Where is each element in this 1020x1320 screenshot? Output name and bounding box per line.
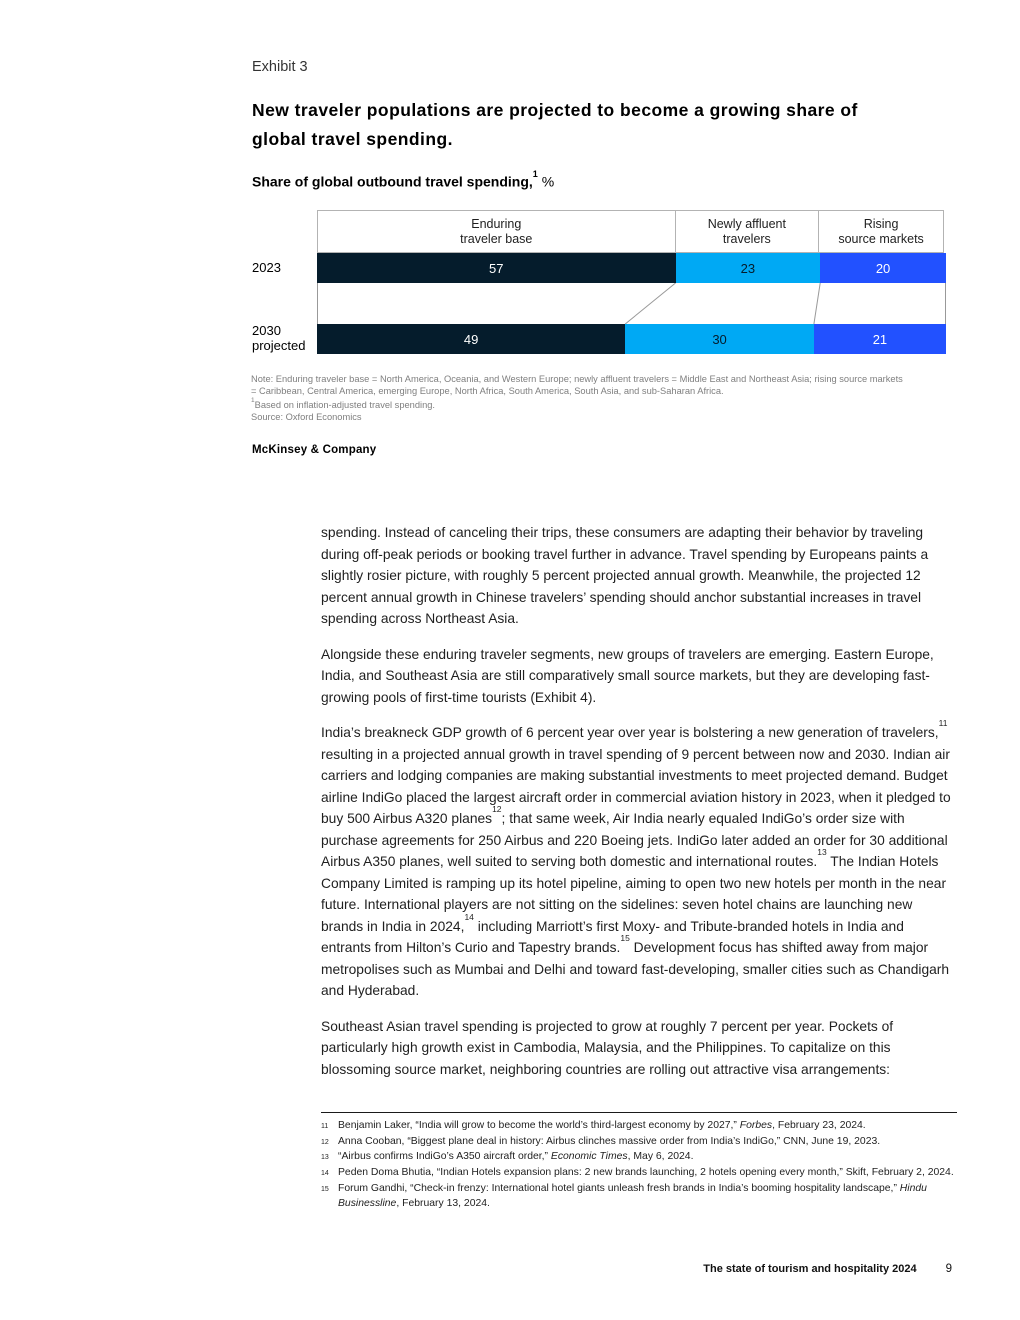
footnote-marker: 11 bbox=[938, 718, 948, 729]
chart-header-row bbox=[317, 210, 946, 253]
column-header-3: Rising source markets bbox=[818, 210, 944, 253]
footnote bbox=[321, 1135, 957, 1151]
brand-logotype: McKinsey & Company bbox=[252, 444, 377, 456]
bar-segment: 49 bbox=[317, 324, 625, 354]
bar-segment: 57 bbox=[317, 253, 676, 283]
paragraph: Southeast Asian travel spending is projected to grow at roughly 7 percent per year. Pockets of particularly high growth exist in Cambodia, Malaysia, and the Philippines. To capitalize on this blossoming source market, neighboring countries are rolling out attractive visa arrangements: bbox=[321, 1018, 894, 1077]
footnote-marker: 13 bbox=[817, 847, 827, 858]
page-footer bbox=[703, 1263, 952, 1275]
chart-subtitle bbox=[252, 169, 555, 190]
chart-subtitle-footnote-marker: 1 bbox=[532, 169, 538, 179]
footnote-marker: 12 bbox=[492, 804, 502, 815]
connector-lines bbox=[317, 283, 946, 324]
connector-area bbox=[317, 283, 946, 324]
exhibit-title: New traveler populations are projected to become a growing share of global travel spending. bbox=[252, 100, 858, 149]
footer-report-title: The state of tourism and hospitality 2024 bbox=[703, 1263, 917, 1275]
bar-segment: 30 bbox=[625, 324, 814, 354]
chart-subtitle-text: Share of global outbound travel spending, bbox=[252, 173, 533, 190]
footnotes-section bbox=[321, 1112, 957, 1211]
chart-note: Note: Enduring traveler base = North America, Oceania, and Western Europe; newly affluent travelers = Middle East and Northeast Asia; rising source markets = Caribbean, Central America, emerging Europe, North Africa, South America, South Asia, and sub-Saharan Africa. bbox=[251, 374, 903, 396]
chart-source: Source: Oxford Economics bbox=[251, 411, 362, 422]
chart-note-footnote-marker: 1 bbox=[251, 397, 255, 405]
column-header-2: Newly affluent travelers bbox=[675, 210, 820, 253]
footnote-divider bbox=[321, 1112, 957, 1113]
footnote-list bbox=[321, 1119, 957, 1211]
bar-segment: 23 bbox=[676, 253, 821, 283]
row-label-2023: 2023 bbox=[252, 260, 281, 275]
footnote-text: “Airbus confirms IndiGo’s A350 aircraft order,” Economic Times, May 6, 2024. bbox=[338, 1151, 694, 1163]
footnote-marker: 15 bbox=[620, 933, 630, 944]
footer-page-number: 9 bbox=[945, 1263, 952, 1275]
bar-row-2023 bbox=[317, 253, 946, 283]
footnote-number: 13 bbox=[321, 1154, 329, 1162]
footnote-number: 12 bbox=[321, 1138, 329, 1146]
chart-note-block bbox=[251, 374, 903, 423]
paragraph: spending. Instead of canceling their trips, these consumers are adapting their behavior by traveling during off-peak periods or booking travel further in advance. Travel spending by Europeans paints a slightly rosier picture, with roughly 5 percent projected annual growth. Meanwhile, the projected 12 percent annual growth in Chinese travelers’ spending should anchor substantial increases in travel spending across Northeast Asia. bbox=[321, 525, 929, 626]
bar-segment: 21 bbox=[814, 324, 946, 354]
chart-note-footnote-text: Based on inflation-adjusted travel spending. bbox=[254, 400, 436, 411]
body-text bbox=[321, 522, 957, 1094]
footnote bbox=[321, 1119, 957, 1135]
paragraph: India’s breakneck GDP growth of 6 percent year over year is bolstering a new generation of travelers,$^{11}$ resulting in a projected annual growth in travel spending of 9 percent between now and 2030. Indian air carriers and lodging companies are making substantial investments to meet projected demand. Budget airline IndiGo placed the largest aircraft order in commercial aviation history in 2023, when it pledged to buy 500 Airbus A320 planes$^{12}$; that same week, Air India nearly equaled IndiGo’s order size with purchase agreements for 250 Airbus and 220 Boeing jets. IndiGo later added an order for 30 additional Airbus A350 planes, well suited to serving both domestic and international routes.$^{13}$ The Indian Hotels Company Limited is ramping up its hotel pipeline, aiming to open two new hotels per month in the near future. International players are not sitting on the sidelines: seven hotel chains are launching new brands in India in 2024,14 including Marriott’s first Moxy- and Tribute-branded hotels in India and entrants from Hilton’s Curio and Tapestry brands.$^{15}$ Development focus has shifted away from major metropolises such as Mumbai and Delhi and toward fast-developing, smaller cities such as Chandigarh and Hyderabad. bbox=[321, 718, 951, 998]
stacked-bar-chart bbox=[252, 210, 946, 354]
footnote-marker: 14 bbox=[464, 911, 474, 922]
footnote-text: Benjamin Laker, “India will grow to become the world’s third-largest economy by 2027,” Forbes, February 23, 2024. bbox=[338, 1120, 866, 1131]
chart-note-footnote bbox=[251, 397, 903, 412]
chart-subtitle-unit: % bbox=[537, 173, 555, 190]
footnote bbox=[321, 1182, 957, 1211]
footnote-number: 15 bbox=[321, 1185, 329, 1193]
footnote bbox=[321, 1166, 957, 1182]
footnote-text: Forum Gandhi, “Check-in frenzy: International hotel giants unleash fresh brands in India’s booming hospitality landscape,” Hindu Businessline, February 13, 2024. bbox=[338, 1182, 927, 1209]
footnote-text: Anna Cooban, “Biggest plane deal in history: Airbus clinches massive order from India’s IndiGo,” CNN, June 19, 2023. bbox=[338, 1135, 881, 1147]
footnote-number: 14 bbox=[321, 1170, 329, 1178]
paragraph: Alongside these enduring traveler segments, new groups of travelers are emerging. Eastern Europe, India, and Southeast Asia are still comparatively small source markets, but they are developing fast-growing pools of first-time tourists (Exhibit 4). bbox=[321, 646, 934, 705]
column-header-1: Enduring traveler base bbox=[317, 210, 676, 253]
footnote bbox=[321, 1150, 957, 1166]
row-label-2030: 2030 projected bbox=[252, 323, 306, 353]
footnote-number: 11 bbox=[321, 1123, 329, 1130]
footnote-text: Peden Doma Bhutia, “Indian Hotels expansion plans: 2 new brands launching, 2 hotels opening every month,” Skift, February 2, 2024. bbox=[338, 1167, 954, 1179]
exhibit-label: Exhibit 3 bbox=[252, 59, 308, 75]
bar-segment: 20 bbox=[820, 253, 946, 283]
bar-row-2030 bbox=[317, 324, 946, 354]
